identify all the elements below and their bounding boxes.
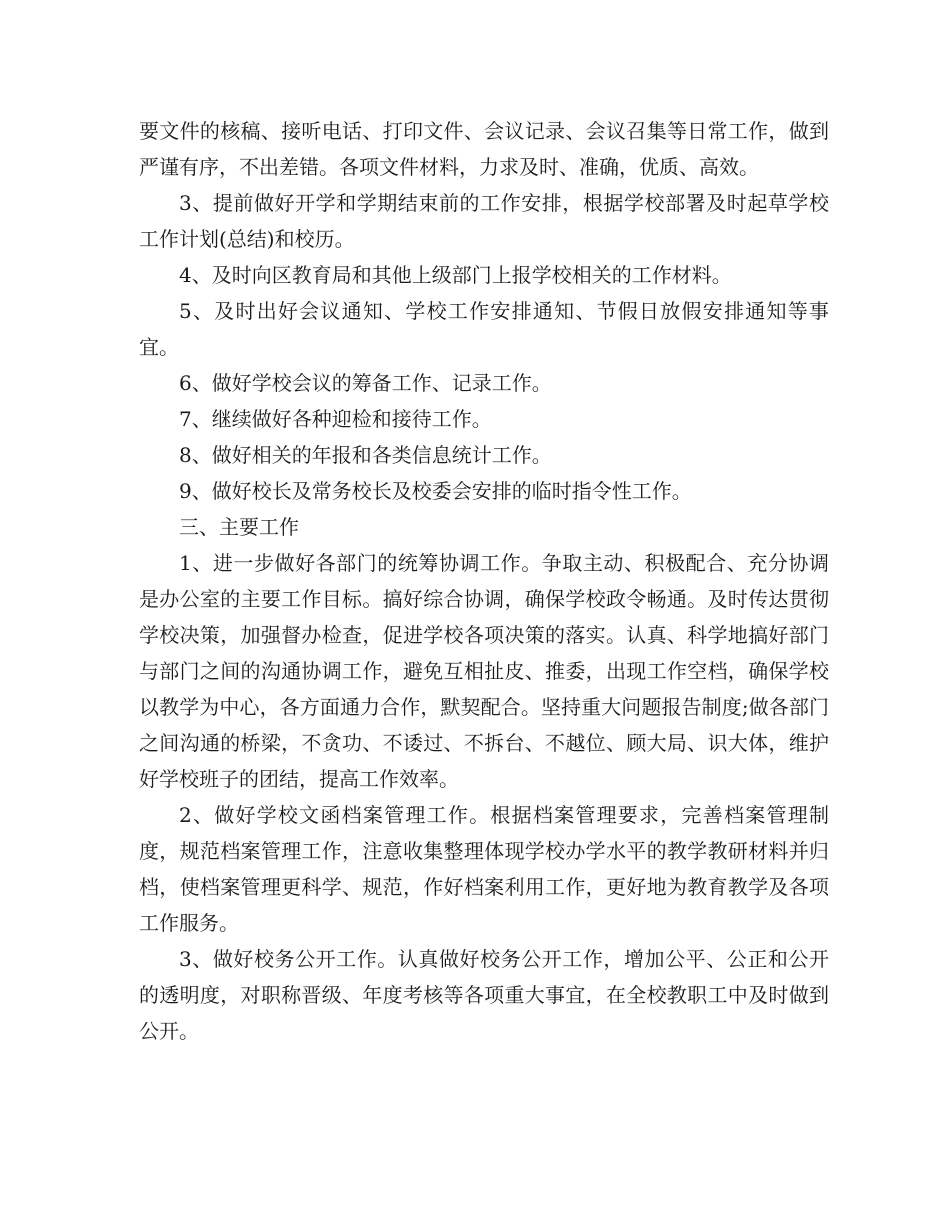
paragraph-item-4-report: 4、及时向区教育局和其他上级部门上报学校相关的工作材料。 (179, 263, 732, 287)
paragraph-main-3-disclosure: 3、做好校务公开工作。认真做好校务公开工作，增加公平、公正和公开的透明度，对职称晋级、年度考核等各项重大事宜，在全校教职工中及时做到公开。 (139, 947, 829, 1043)
paragraph-main-2-archives: 2、做好学校文函档案管理工作。根据档案管理要求，完善档案管理制度，规范档案管理工作，注意收集整理体现学校办学水平的教学教研材料并归档，使档案管理更科学、规范，作好档案利用工作，更好地为教育教学及各项工作服务。 (139, 803, 829, 935)
section-heading-main-work: 三、主要工作 (179, 515, 299, 539)
paragraph-continuation: 要文件的核稿、接听电话、打印文件、会议记录、会议召集等日常工作，做到严谨有序，不出差错。各项文件材料，力求及时、准确，优质、高效。 (139, 119, 829, 179)
paragraph-item-9-tasks: 9、做好校长及常务校长及校委会安排的临时指令性工作。 (179, 479, 692, 503)
paragraph-item-7-inspection: 7、继续做好各种迎检和接待工作。 (179, 407, 492, 431)
paragraph-item-8-statistics: 8、做好相关的年报和各类信息统计工作。 (179, 443, 552, 467)
paragraph-item-6-meeting: 6、做好学校会议的筹备工作、记录工作。 (179, 371, 552, 395)
document-body (139, 113, 829, 1049)
paragraph-item-3-plan: 3、提前做好开学和学期结束前的工作安排，根据学校部署及时起草学校工作计划(总结)和校历。 (139, 191, 829, 251)
paragraph-item-5-notice: 5、及时出好会议通知、学校工作安排通知、节假日放假安排通知等事宜。 (139, 299, 829, 359)
paragraph-main-1-coordination: 1、进一步做好各部门的统筹协调工作。争取主动、积极配合、充分协调是办公室的主要工作目标。搞好综合协调，确保学校政令畅通。及时传达贯彻学校决策，加强督办检查，促进学校各项决策的落实。认真、科学地搞好部门与部门之间的沟通协调工作，避免互相扯皮、推委，出现工作空档，确保学校以教学为中心，各方面通力合作，默契配合。坚持重大问题报告制度;做各部门之间沟通的桥梁，不贪功、不诿过、不拆台、不越位、顾大局、识大体，维护好学校班子的团结，提高工作效率。 (139, 551, 829, 791)
